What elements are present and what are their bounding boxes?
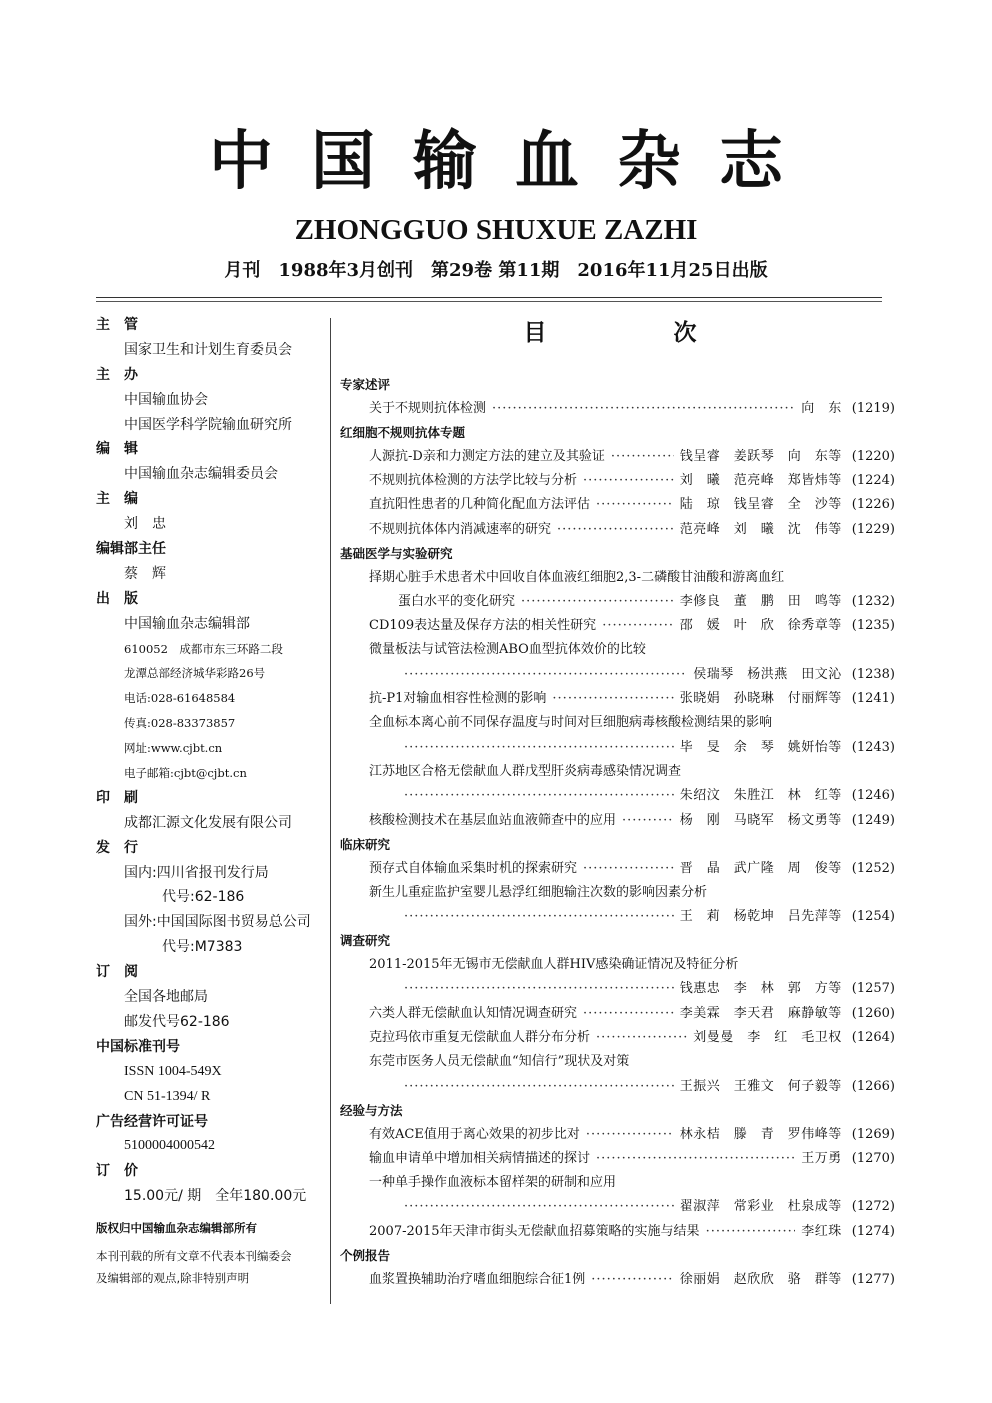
article-title: 血浆置换辅助治疗嗜血细胞综合征1例 [369, 1271, 586, 1287]
article-title: 抗-P1对输血相容性检测的影响 [369, 691, 547, 707]
dot-leader [596, 493, 674, 517]
article-page-number: (1269) [851, 1126, 895, 1142]
article-authors: 王 莉 杨乾坤 吕先萍等 [679, 909, 842, 925]
article-authors: 侯瑞琴 杨洪燕 田文沁 [693, 666, 842, 682]
article-authors: 王振兴 王雅文 何子毅等 [679, 1078, 842, 1094]
disclaimer-line: 本刊刊载的所有文章不代表本刊编委会 [96, 1249, 292, 1264]
article-page-number: (1270) [851, 1150, 895, 1166]
article-title: 蛋白水平的变化研究 [398, 593, 516, 609]
dot-leader [521, 590, 674, 614]
toc-entry[interactable] [340, 1220, 895, 1244]
publisher-phone: 电话:028-61648584 [124, 691, 236, 706]
article-authors: 钱呈睿 姜跃琴 向 东等 [679, 448, 842, 464]
dot-leader [622, 809, 674, 833]
article-title-line: 一种单手操作血液标本留样架的研制和应用 [369, 1175, 617, 1191]
dot-leader [404, 905, 674, 929]
article-page-number: (1229) [851, 521, 895, 537]
masthead-blocks [96, 313, 330, 637]
article-page-number: (1246) [851, 788, 895, 804]
cn-number: CN 51-1394/ R [124, 1088, 211, 1104]
dot-leader [706, 1220, 796, 1244]
article-authors: 王万勇 [801, 1150, 842, 1166]
toc-entry[interactable] [340, 736, 895, 760]
article-title: 有效ACE值用于离心效果的初步比对 [369, 1126, 580, 1142]
article-title: CD109表达量及保存方法的相关性研究 [369, 618, 597, 634]
header-rule [96, 297, 882, 298]
masthead-heading: 编辑部主任 [96, 541, 166, 558]
distribution-foreign: 国外:中国国际图书贸易总公司 [124, 914, 311, 931]
issn: ISSN 1004-549X [124, 1063, 222, 1079]
article-title: 2007-2015年天津市街头无偿献血招募策略的实施与结果 [369, 1223, 700, 1239]
toc-section-heading: 调查研究 [340, 933, 391, 949]
subscribe-code: 邮发代号62-186 [124, 1013, 230, 1030]
article-authors: 林永桔 滕 青 罗伟峰等 [679, 1126, 842, 1142]
publisher-fax: 传真:028-83373857 [124, 716, 236, 731]
toc-entry[interactable] [340, 469, 895, 493]
subscribe-line: 全国各地邮局 [124, 989, 208, 1006]
article-authors: 张晓娟 孙晓琳 付丽辉等 [679, 691, 842, 707]
article-title: 输血申请单中增加相关病情描述的探讨 [369, 1150, 591, 1166]
dot-leader [591, 1268, 673, 1292]
article-page-number: (1277) [851, 1271, 895, 1287]
issue-line: 月刊 1988年3月创刊 第29卷 第11期 2016年11月25日出版 [224, 260, 768, 281]
article-authors: 陆 琼 钱呈睿 全 沙等 [679, 497, 842, 513]
article-page-number: (1226) [851, 497, 895, 513]
article-page-number: (1238) [851, 666, 895, 682]
article-page-number: (1224) [851, 472, 895, 488]
toc-entry[interactable] [340, 590, 895, 614]
dot-leader [404, 1075, 674, 1099]
distribution-domestic-code: 代号:62-186 [162, 889, 245, 906]
dot-leader [596, 1026, 687, 1050]
masthead-heading: 出 版 [96, 590, 138, 607]
article-authors: 李红珠 [801, 1223, 842, 1239]
article-authors: 徐丽娟 赵欣欣 骆 群等 [679, 1271, 842, 1287]
toc-entry[interactable] [340, 663, 895, 687]
dot-leader [583, 469, 674, 493]
toc-entry[interactable] [340, 493, 895, 517]
publisher-address-line: 610052 成都市东三环路二段 [124, 641, 283, 656]
article-authors: 杨 刚 马晓军 杨文勇等 [679, 812, 842, 828]
std-number-heading: 中国标准刊号 [96, 1038, 180, 1055]
article-title: 六类人群无偿献血认知情况调查研究 [369, 1005, 578, 1021]
masthead-value: 蔡 辉 [124, 565, 166, 582]
journal-title-chinese: 中国输血杂志 [209, 124, 821, 199]
dot-leader [583, 1002, 674, 1026]
dot-leader [492, 397, 795, 421]
dot-leader [557, 518, 674, 542]
toc-section-heading: 红细胞不规则抗体专题 [340, 424, 466, 440]
masthead-heading: 主 管 [96, 317, 138, 333]
publisher-address-line: 龙潭总部经济城华彩路26号 [124, 666, 266, 681]
article-authors: 邵 媛 叶 欣 徐秀章等 [679, 618, 842, 634]
dot-leader [404, 1195, 674, 1219]
article-title-line: 新生儿重症监护室婴儿悬浮红细胞输注次数的影响因素分析 [369, 884, 708, 900]
toc-section-heading: 专家述评 [340, 377, 391, 392]
article-authors: 刘 曦 范亮峰 郑皆炜等 [679, 472, 842, 488]
subscribe-heading: 订 阅 [96, 964, 138, 981]
toc-section-heading: 经验与方法 [340, 1102, 403, 1118]
masthead-value: 刘 忠 [124, 516, 166, 533]
article-authors: 李美霖 李天君 麻静敏等 [679, 1005, 842, 1021]
article-authors: 向 东 [801, 400, 842, 416]
dot-leader [611, 445, 674, 469]
toc-entry[interactable] [340, 1195, 895, 1219]
toc-title: 目 次 [523, 319, 749, 346]
article-title-line: 2011-2015年无锡市无偿献血人群HIV感染确证情况及特征分析 [369, 957, 739, 973]
toc-section-heading: 临床研究 [340, 836, 391, 852]
masthead-value: 中国医学科学院输血研究所 [124, 416, 292, 433]
distribution-domestic: 国内:四川省报刊发行局 [124, 864, 269, 881]
toc-entry[interactable] [340, 614, 895, 638]
toc-entry[interactable] [340, 687, 895, 711]
article-page-number: (1235) [851, 618, 895, 634]
article-title: 关于不规则抗体检测 [369, 400, 487, 416]
toc-entry[interactable] [340, 445, 895, 469]
article-authors: 毕 旻 余 琴 姚妍怡等 [679, 739, 842, 755]
dot-leader [404, 736, 674, 760]
masthead-value: 国家卫生和计划生育委员会 [124, 341, 292, 358]
article-page-number: (1254) [851, 909, 895, 925]
article-title: 不规则抗体检测的方法学比较与分析 [369, 472, 578, 488]
article-authors: 翟淑萍 常彩业 杜泉成等 [679, 1199, 842, 1215]
article-authors: 刘曼曼 李 红 毛卫权 [693, 1029, 842, 1045]
article-page-number: (1264) [851, 1029, 895, 1045]
article-page-number: (1257) [851, 981, 895, 997]
toc-entry[interactable] [340, 905, 895, 929]
article-page-number: (1266) [851, 1078, 895, 1094]
toc-entry[interactable] [340, 1268, 895, 1292]
ad-license-heading: 广告经营许可证号 [96, 1113, 208, 1130]
article-title-line: 江苏地区合格无偿献血人群戊型肝炎病毒感染情况调查 [369, 763, 682, 779]
toc-entry[interactable] [340, 1002, 895, 1026]
toc-section-heading: 个例报告 [340, 1248, 391, 1264]
article-title: 不规则抗体体内消减速率的研究 [369, 521, 552, 537]
article-title: 直抗阳性患者的几种简化配血方法评估 [369, 497, 591, 513]
toc-entry[interactable] [340, 518, 895, 542]
printer-heading: 印 刷 [96, 789, 138, 806]
dot-leader [602, 614, 674, 638]
article-authors: 范亮峰 刘 曦 沈 伟等 [679, 521, 842, 537]
toc-entry[interactable] [340, 1147, 895, 1171]
article-page-number: (1252) [851, 860, 895, 876]
toc-entry[interactable] [340, 1123, 895, 1147]
article-title-line: 择期心脏手术患者术中回收自体血液红细胞2,3-二磷酸甘油酸和游离血红 [369, 569, 785, 585]
toc-entry[interactable] [340, 809, 895, 833]
distribution-foreign-code: 代号:M7383 [162, 939, 243, 956]
article-page-number: (1249) [851, 812, 895, 828]
toc-entry[interactable] [340, 1026, 895, 1050]
masthead-heading: 主 编 [96, 491, 138, 508]
article-page-number: (1274) [851, 1223, 895, 1239]
dot-leader [404, 663, 687, 687]
journal-title-english: ZHONGGUO SHUXUE ZAZHI [294, 214, 698, 246]
article-title-line: 微量板法与试管法检测ABO血型抗体效价的比较 [369, 642, 646, 658]
price-heading: 订 价 [96, 1163, 138, 1180]
header-rule-thin [96, 301, 882, 302]
article-page-number: (1220) [851, 448, 895, 464]
article-title: 克拉玛依市重复无偿献血人群分布分析 [369, 1029, 591, 1045]
article-authors: 李修良 董 鹏 田 鸣等 [679, 593, 842, 609]
article-title: 预存式自体输血采集时机的探索研究 [369, 860, 578, 876]
publisher-email: 电子邮箱:cjbt@cjbt.cn [124, 766, 247, 781]
masthead-heading: 主 办 [96, 366, 138, 383]
toc-entry[interactable] [340, 784, 895, 808]
article-title: 人源抗-D亲和力测定方法的建立及其验证 [369, 448, 605, 464]
article-title: 核酸检测技术在基层血站血液筛查中的应用 [369, 812, 617, 828]
dot-leader [596, 1147, 795, 1171]
article-page-number: (1272) [851, 1199, 895, 1215]
copyright-notice: 版权归中国输血杂志编辑部所有 [96, 1221, 257, 1236]
toc-entry[interactable] [340, 397, 895, 421]
article-page-number: (1243) [851, 739, 895, 755]
toc-entry[interactable] [340, 1075, 895, 1099]
masthead-heading: 编 辑 [96, 441, 138, 458]
dot-leader [404, 784, 674, 808]
ad-license-number: 5100004000542 [124, 1138, 215, 1154]
article-authors: 钱惠忠 李 林 郭 方等 [679, 981, 842, 997]
column-divider [330, 318, 331, 1304]
disclaimer-line: 及编辑部的观点,除非特别声明 [96, 1271, 250, 1286]
article-authors: 晋 晶 武广隆 周 俊等 [679, 860, 842, 876]
masthead-value: 中国输血杂志编辑委员会 [124, 466, 278, 483]
article-page-number: (1219) [851, 400, 895, 416]
article-title-line: 东莞市医务人员无偿献血“知信行”现状及对策 [369, 1054, 630, 1070]
article-title-line: 全血标本离心前不同保存温度与时间对巨细胞病毒核酸检测结果的影响 [369, 715, 773, 731]
dot-leader [404, 977, 674, 1001]
masthead-value: 中国输血协会 [124, 391, 208, 408]
toc-section-heading: 基础医学与实验研究 [340, 545, 453, 561]
printer-name: 成都汇源文化发展有限公司 [124, 814, 292, 831]
price: 15.00元/ 期 全年180.00元 [124, 1188, 307, 1205]
article-authors: 朱绍汶 朱胜江 林 红等 [679, 788, 842, 804]
toc-entry[interactable] [340, 857, 895, 881]
table-of-contents [340, 373, 895, 1292]
distribution-heading: 发 行 [96, 839, 138, 856]
article-page-number: (1241) [851, 691, 895, 707]
dot-leader [586, 1123, 674, 1147]
publisher-website: 网址:www.cjbt.cn [124, 741, 223, 756]
toc-entry[interactable] [340, 977, 895, 1001]
dot-leader [552, 687, 673, 711]
article-page-number: (1260) [851, 1005, 895, 1021]
masthead-value: 中国输血杂志编辑部 [124, 615, 250, 632]
article-page-number: (1232) [851, 593, 895, 609]
dot-leader [583, 857, 674, 881]
masthead-column [96, 313, 330, 1289]
